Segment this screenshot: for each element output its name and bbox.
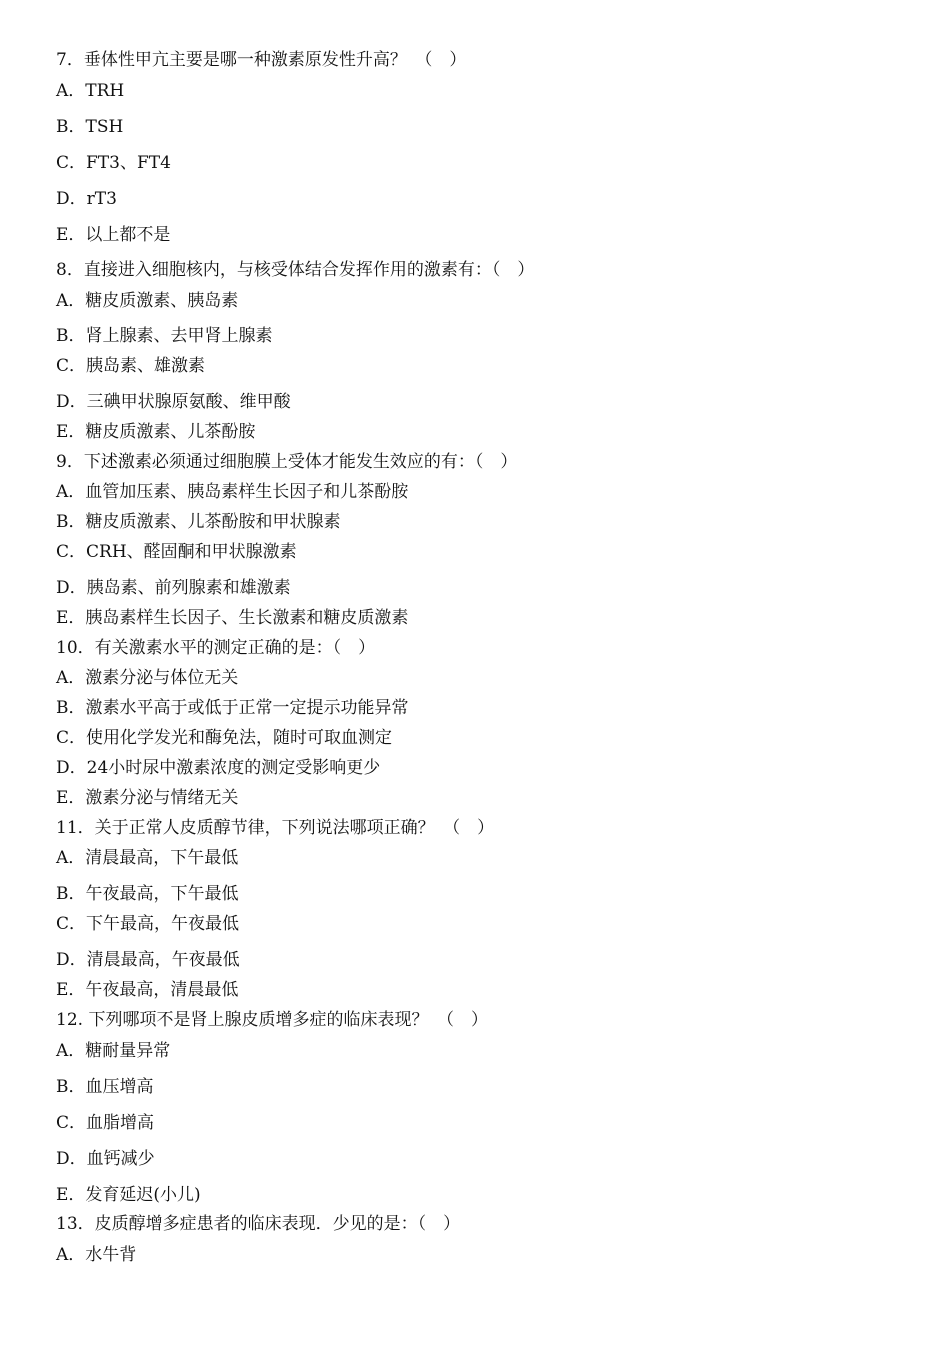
question-stem: 7．垂体性甲亢主要是哪一种激素原发性升高？ （ ） bbox=[56, 50, 467, 70]
option-item: B．肾上腺素、去甲肾上腺素 bbox=[56, 326, 273, 346]
option-item: A．血管加压素、胰岛素样生长因子和儿茶酚胺 bbox=[56, 482, 409, 502]
option-item: B．激素水平高于或低于正常一定提示功能异常 bbox=[56, 698, 409, 718]
question-stem: 10．有关激素水平的测定正确的是：（ ） bbox=[56, 638, 376, 658]
option-item: A．糖皮质激素、胰岛素 bbox=[56, 291, 239, 311]
option-item: E．糖皮质激素、儿茶酚胺 bbox=[56, 422, 256, 442]
option-item: A．清晨最高，下午最低 bbox=[56, 848, 239, 868]
option-item: A．水牛背 bbox=[56, 1245, 137, 1265]
option-item: D．清晨最高，午夜最低 bbox=[56, 950, 240, 970]
option-item: D．血钙减少 bbox=[56, 1149, 155, 1169]
option-item: B．血压增高 bbox=[56, 1077, 154, 1097]
option-item: B．糖皮质激素、儿茶酚胺和甲状腺素 bbox=[56, 512, 341, 532]
option-item: E．胰岛素样生长因子、生长激素和糖皮质激素 bbox=[56, 608, 409, 628]
question-stem: 11．关于正常人皮质醇节律，下列说法哪项正确？ （ ） bbox=[56, 818, 495, 838]
option-item: D．胰岛素、前列腺素和雄激素 bbox=[56, 578, 291, 598]
option-item: D．rT3 bbox=[56, 189, 117, 209]
option-item: B．午夜最高，下午最低 bbox=[56, 884, 239, 904]
option-item: B．TSH bbox=[56, 117, 124, 137]
question-stem: 9．下述激素必须通过细胞膜上受体才能发生效应的有：（ ） bbox=[56, 452, 518, 472]
option-item: C．血脂增高 bbox=[56, 1113, 155, 1133]
option-item: E．激素分泌与情绪无关 bbox=[56, 788, 239, 808]
option-item: C．胰岛素、雄激素 bbox=[56, 356, 206, 376]
option-item: A．TRH bbox=[56, 81, 125, 101]
option-item: D．24小时尿中激素浓度的测定受影响更少 bbox=[56, 758, 381, 778]
option-item: C．使用化学发光和酶免法，随时可取血测定 bbox=[56, 728, 393, 748]
option-item: C．FT3、FT4 bbox=[56, 153, 171, 173]
question-stem: 13．皮质醇增多症患者的临床表现．少见的是：（ ） bbox=[56, 1214, 461, 1234]
option-item: C．CRH、醛固酮和甲状腺激素 bbox=[56, 542, 297, 562]
option-item: D．三碘甲状腺原氨酸、维甲酸 bbox=[56, 392, 291, 412]
option-item: A．糖耐量异常 bbox=[56, 1041, 171, 1061]
option-item: E．发育延迟(小儿) bbox=[56, 1185, 201, 1205]
option-item: E．以上都不是 bbox=[56, 225, 171, 245]
question-stem: 12. 下列哪项不是肾上腺皮质增多症的临床表现？ （ ） bbox=[56, 1010, 488, 1030]
option-item: A．激素分泌与体位无关 bbox=[56, 668, 239, 688]
question-stem: 8．直接进入细胞核内，与核受体结合发挥作用的激素有：（ ） bbox=[56, 260, 535, 280]
option-item: E．午夜最高，清晨最低 bbox=[56, 980, 239, 1000]
option-item: C．下午最高，午夜最低 bbox=[56, 914, 240, 934]
